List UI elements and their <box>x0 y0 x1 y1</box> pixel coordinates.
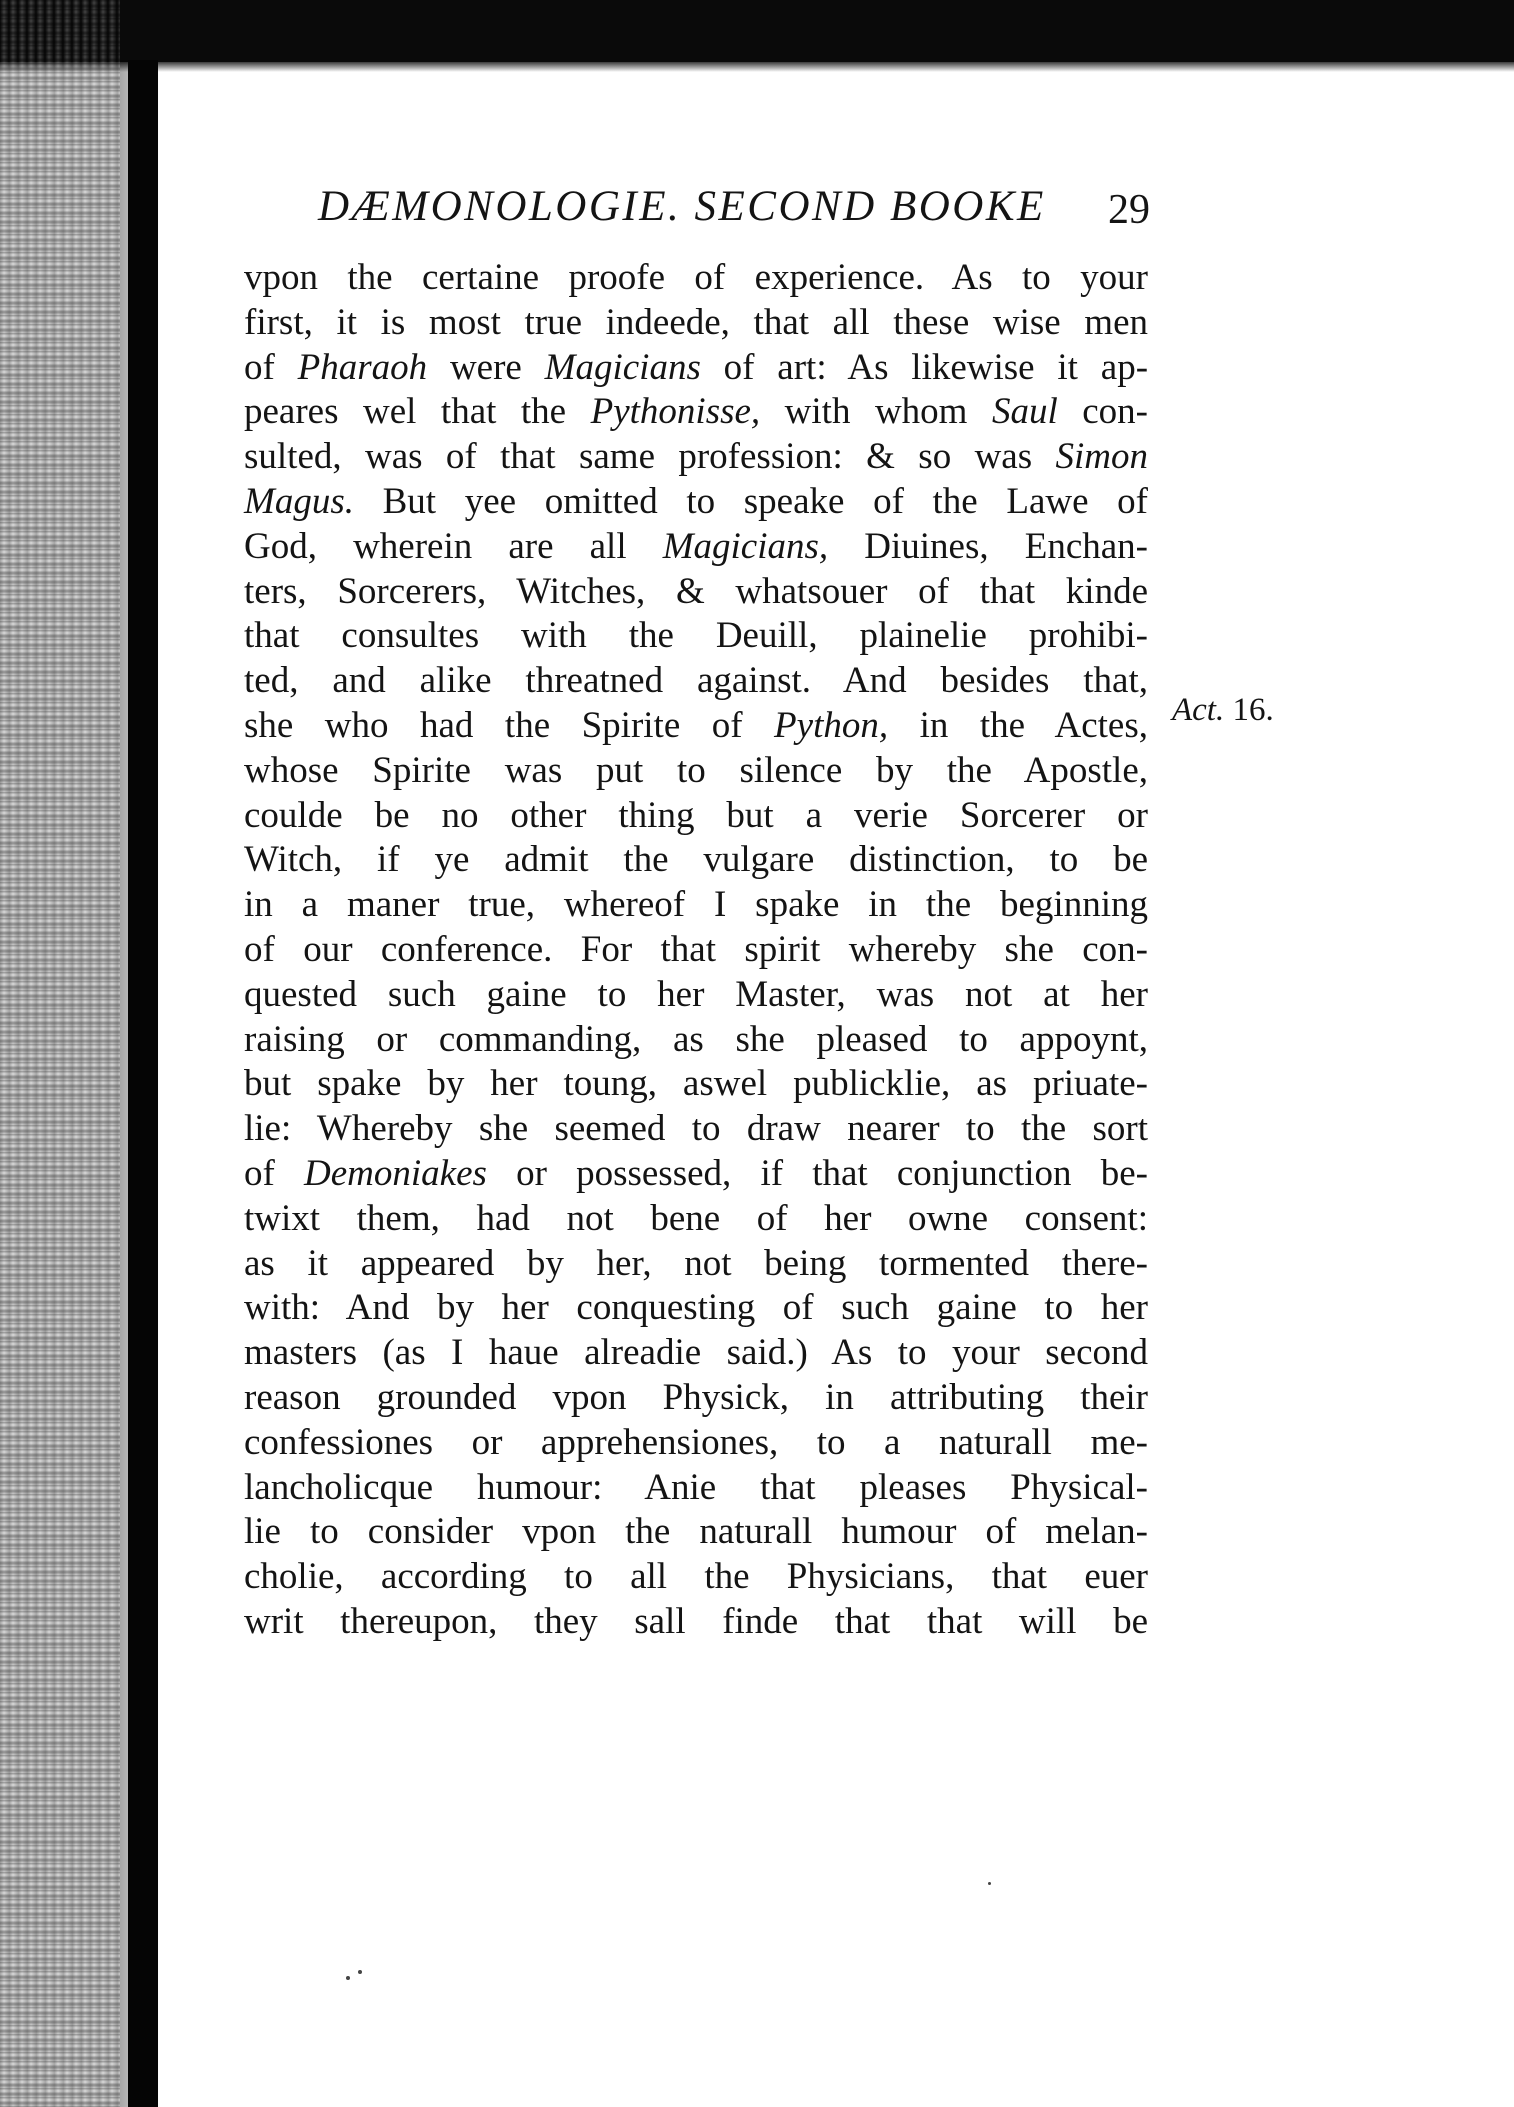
scan-gutter-shadow <box>128 60 158 2107</box>
italic-segment: Pharaoh <box>297 346 428 388</box>
italic-segment: Python, <box>774 704 889 746</box>
text-line <box>244 301 1148 346</box>
margin-note <box>1172 688 1274 733</box>
scan-gutter-noise <box>0 0 120 2107</box>
text-segment: Diuines, Enchan- <box>828 525 1148 567</box>
italic-segment: Magicians, <box>662 525 829 567</box>
text-segment: of <box>244 346 298 388</box>
body-text <box>244 256 1148 1645</box>
text-line <box>244 390 1148 435</box>
text-line <box>244 883 1148 928</box>
text-segment: coulde be no other thing but a verie Sorcerer or <box>244 794 1148 836</box>
text-line <box>244 794 1148 839</box>
text-segment: of <box>244 1152 304 1194</box>
text-line <box>244 1242 1148 1287</box>
text-line <box>244 1197 1148 1242</box>
text-line <box>244 749 1148 794</box>
text-line <box>244 1466 1148 1511</box>
text-segment: that consultes with the Deuill, plainelie prohibi- <box>244 615 1148 657</box>
margin-note-number: 16. <box>1232 692 1274 728</box>
text-segment: of art: As likewise it ap- <box>700 346 1149 388</box>
text-segment: in the Actes, <box>888 704 1148 746</box>
text-line <box>244 928 1148 973</box>
text-segment: Witch, if ye admit the vulgare distinction, to be <box>244 839 1148 881</box>
text-segment: twixt them, had not bene of her owne consent: <box>244 1197 1148 1239</box>
text-line <box>244 614 1148 659</box>
text-segment: peares wel that the <box>244 391 591 433</box>
margin-note-abbr: Act. <box>1172 692 1225 728</box>
text-line <box>244 1331 1148 1376</box>
text-segment: writ thereupon, they sall finde that that will be <box>244 1600 1148 1642</box>
text-line <box>244 346 1148 391</box>
scan-speck <box>346 1976 350 1980</box>
text-segment: ted, and alike threatned against. And besides that, <box>244 660 1148 702</box>
text-line <box>244 435 1148 480</box>
text-line <box>244 1062 1148 1107</box>
text-segment: of our conference. For that spirit whereby she con- <box>244 928 1148 970</box>
text-segment: lie: Whereby she seemed to draw nearer to the sort <box>244 1108 1148 1150</box>
text-line <box>244 1107 1148 1152</box>
text-segment: with whom <box>760 391 992 433</box>
text-line <box>244 838 1148 883</box>
italic-segment: Demoniakes <box>304 1152 487 1194</box>
text-segment: lie to consider vpon the naturall humour of melan- <box>244 1511 1148 1553</box>
text-line <box>244 256 1148 301</box>
text-line <box>244 480 1148 525</box>
page-number: 29 <box>1108 187 1150 233</box>
italic-segment: Simon <box>1055 436 1148 478</box>
text-line <box>244 659 1148 704</box>
text-segment: ters, Sorcerers, Witches, & whatsouer of that kinde <box>244 570 1148 612</box>
text-line <box>244 570 1148 615</box>
text-line <box>244 525 1148 570</box>
text-segment: God, wherein are all <box>244 525 663 567</box>
text-line <box>244 704 1148 749</box>
text-segment: with: And by her conquesting of such gaine to her <box>244 1287 1148 1329</box>
text-segment: or possessed, if that conjunction be- <box>486 1152 1148 1194</box>
text-segment: she who had the Spirite of <box>244 704 775 746</box>
text-line <box>244 1376 1148 1421</box>
text-segment: cholie, according to all the Physicians, that euer <box>244 1556 1148 1598</box>
text-line <box>244 1421 1148 1466</box>
italic-segment: Magicians <box>544 346 701 388</box>
text-line <box>244 1152 1148 1197</box>
italic-segment: Pythonisse, <box>590 391 761 433</box>
running-title: DÆMONOLOGIE. SECOND BOOKE <box>318 183 1046 230</box>
scan-top-shadow-fade <box>0 62 1514 72</box>
text-segment: masters (as I haue alreadie said.) As to your second <box>244 1332 1148 1374</box>
text-segment: con- <box>1057 391 1148 433</box>
text-segment: quested such gaine to her Master, was not at her <box>244 973 1148 1015</box>
scan-speck <box>988 1882 991 1885</box>
text-line <box>244 1600 1148 1645</box>
text-segment: vpon the certaine proofe of experience. As to your <box>244 257 1148 298</box>
text-segment: confessiones or apprehensiones, to a naturall me- <box>244 1421 1148 1463</box>
text-segment: were <box>427 346 545 388</box>
text-segment: as it appeared by her, not being tormented there- <box>244 1242 1148 1284</box>
text-segment: reason grounded vpon Physick, in attributing their <box>244 1376 1148 1418</box>
text-segment: lancholicque humour: Anie that pleases Physical- <box>244 1466 1148 1508</box>
text-line <box>244 973 1148 1018</box>
text-segment: raising or commanding, as she pleased to appoynt, <box>244 1018 1148 1060</box>
scan-speck <box>358 1970 362 1974</box>
scan-top-shadow <box>0 0 1514 62</box>
text-segment: But yee omitted to speake of the Lawe of <box>353 480 1148 522</box>
text-line <box>244 1018 1148 1063</box>
text-segment: in a maner true, whereof I spake in the beginning <box>244 884 1148 926</box>
text-segment: first, it is most true indeede, that all these wise men <box>244 301 1148 343</box>
italic-segment: Magus. <box>244 480 354 522</box>
text-segment: whose Spirite was put to silence by the Apostle, <box>244 749 1148 791</box>
text-line <box>244 1555 1148 1600</box>
text-line <box>244 1286 1148 1331</box>
text-line <box>244 1510 1148 1555</box>
text-segment: but spake by her toung, aswel publicklie, as priuate- <box>244 1063 1148 1105</box>
text-segment: sulted, was of that same profession: & so was <box>244 436 1056 478</box>
italic-segment: Saul <box>991 391 1058 433</box>
